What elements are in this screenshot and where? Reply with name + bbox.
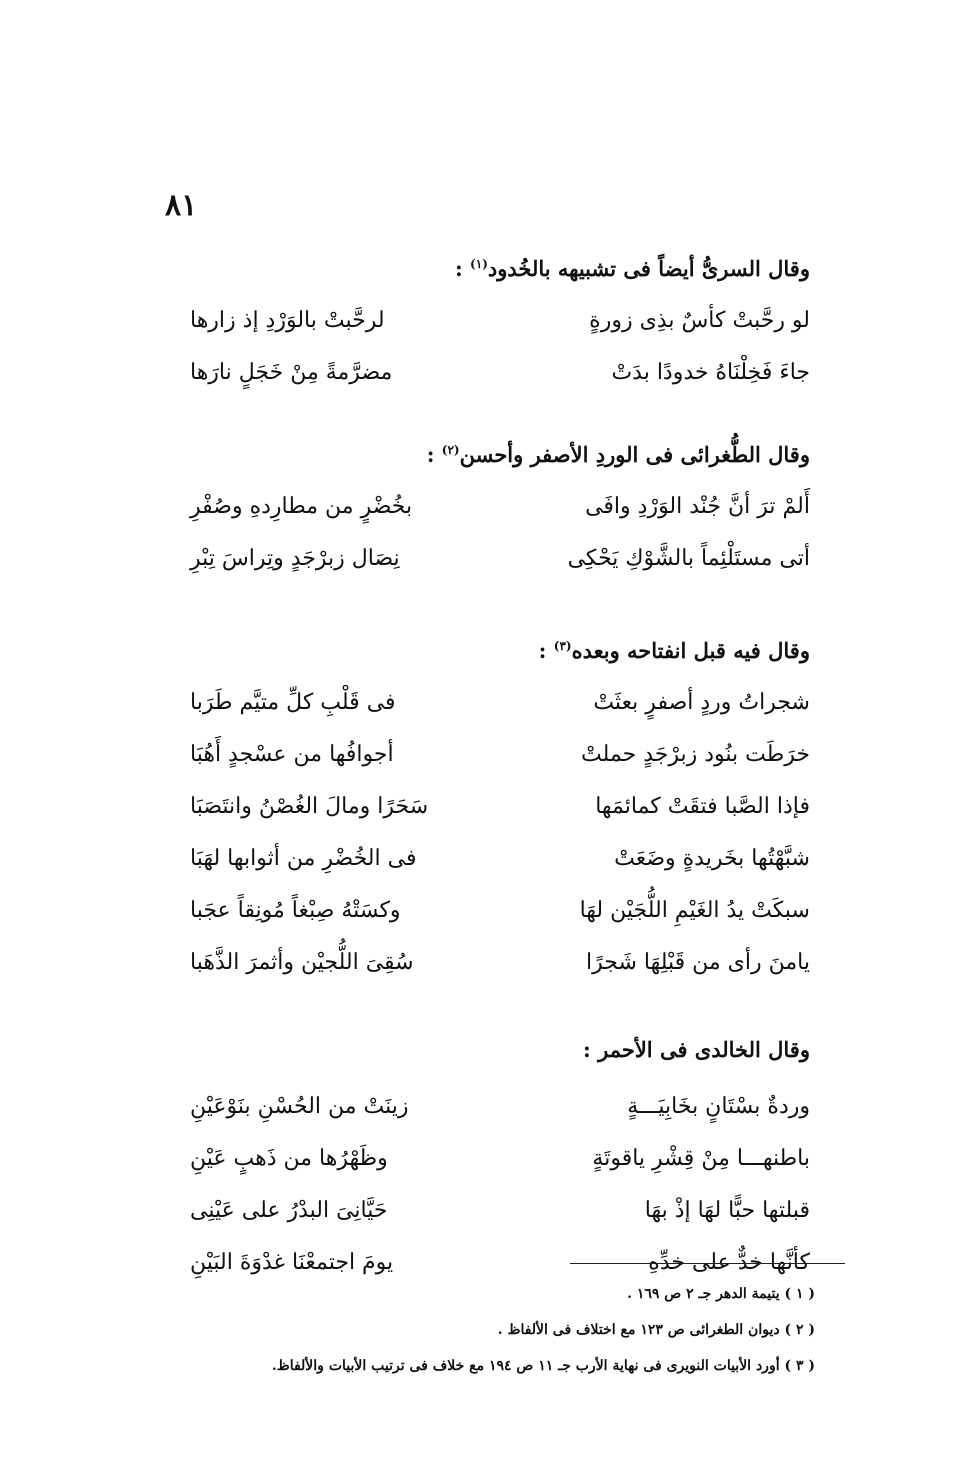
first-hemistich: باطنهـــا مِنْ قِشْرِ ياقوتَةٍ (592, 1145, 810, 1171)
first-hemistich: أَلمْ ترَ أنَّ جُنْد الوَرْدِ وافَى (585, 493, 810, 519)
verse-line (190, 1080, 810, 1132)
footnote-marker: (٣) (553, 639, 572, 653)
verse-line (190, 532, 810, 584)
page-number: ٨١ (165, 188, 198, 223)
verse-line (190, 480, 810, 532)
verse-line (190, 728, 810, 780)
second-hemistich: لرحَّبتْ بالوَرْدِ إذ زارها (190, 307, 385, 333)
verse-line (190, 1132, 810, 1184)
footnote: ( ٣ ) أورد الأبيات النويرى فى نهاية الأرب جـ ١١ ص ١٩٤ مع خلاف فى ترتيب الأبيات والألفاظ. (271, 1358, 815, 1374)
footnote-rule (570, 1263, 845, 1264)
verse-line (190, 1184, 810, 1236)
first-hemistich: وردةٌ بسْتَانٍ بخَابِيَـــةٍ (627, 1093, 810, 1119)
first-hemistich: فإذا الصَّبا فتقَتْ كمائمَها (595, 793, 810, 819)
footnote-marker: (١) (470, 257, 488, 271)
second-hemistich: نِصَال زبرْجَدٍ وتِراسَ تِبْرِ (190, 545, 400, 571)
second-hemistich: بخُضْرٍ من مطارِدهِ وصُفْرِ (190, 493, 413, 519)
first-hemistich: شجراتُ وردٍ أصفرٍ بعثَتْ (593, 689, 810, 715)
second-hemistich: يومَ اجتمعْنَا غدْوَةَ البَيْنِ (190, 1249, 394, 1275)
second-hemistich: وظَهْرُها من ذَهبٍ عَيْنِ (190, 1145, 388, 1171)
section-heading: وقال فيه قبل انفتاحه وبعده$^{(٣)}$ : (538, 638, 810, 663)
second-hemistich: سُقِىَ اللُّجيْن وأثمرَ الذَّهَبا (190, 949, 414, 975)
second-hemistich: حَيَّانِىَ البدْرُ على عَيْنِى (190, 1197, 388, 1223)
first-hemistich: أتى مستَلْئِماً بالشَّوْكِ يَحْكِى (567, 545, 810, 571)
second-hemistich: أجوافُها من عسْجدٍ أَهُبَا (190, 741, 394, 767)
first-hemistich: كأنَّها خدٌّ على خدِّهِ (648, 1249, 810, 1275)
verse-line (190, 294, 810, 346)
second-hemistich: زينَتْ من الحُسْنِ بنَوْعَيْنِ (190, 1093, 409, 1119)
verse-line (190, 346, 810, 398)
verse-line (190, 832, 810, 884)
section-heading: وقال الطُّغرائى فى الوردِ الأصفر وأحسن$^{(٢)}$ : (426, 442, 810, 467)
second-hemistich: سَحَرًا ومالَ الغُصْنُ وانتَصَبَا (190, 793, 429, 819)
first-hemistich: يامنَ رأى من قَبْلِهَا شَجرًا (586, 949, 810, 975)
first-hemistich: خرَطَت بنُود زبرْجَدٍ حملتْ (581, 741, 810, 767)
footnote-marker: (٢) (441, 443, 460, 457)
footnotes (155, 1276, 815, 1384)
first-hemistich: جاءَ فَخِلْنَاهُ خدودًا بدَتْ (611, 359, 810, 385)
first-hemistich: سبكَتْ يدُ الغَيْمِ اللُّجَيْن لهَا (579, 897, 810, 923)
section-heading: وقال السرىُّ أيضاً فى تشبيهه بالخُدود$^{(١)}$ : (454, 256, 810, 281)
verse-line (190, 780, 810, 832)
second-hemistich: فى قَلْبِ كلِّ متيَّم طَرَبا (190, 689, 396, 715)
second-hemistich: وكسَتْهُ صِبْغاً مُونِقاً عجَبا (190, 897, 401, 923)
first-hemistich: قبلتها حبًّا لهَا إذْ بهَا (644, 1197, 810, 1223)
verse-line (190, 676, 810, 728)
section-heading: وقال الخالدى فى الأحمر : (583, 1037, 810, 1062)
poem-body (190, 242, 810, 1288)
first-hemistich: لو رحَّبتْ كأسٌ بذِى زورةٍ (589, 307, 810, 333)
second-hemistich: فى الخُضْرِ من أثوابها لهَبَا (190, 845, 417, 871)
first-hemistich: شبَّهْتُها بخَريدةٍ وضَعَتْ (614, 845, 810, 871)
footnote: ( ١ ) يتيمة الدهر جـ ٢ ص ١٦٩ . (627, 1286, 815, 1302)
footnote: ( ٢ ) ديوان الطغرائى ص ١٢٣ مع اختلاف فى الألفاظ . (497, 1322, 815, 1338)
second-hemistich: مضرَّمةً مِنْ خَجَلٍ نارَها (190, 359, 393, 385)
verse-line (190, 884, 810, 936)
verse-line (190, 936, 810, 988)
